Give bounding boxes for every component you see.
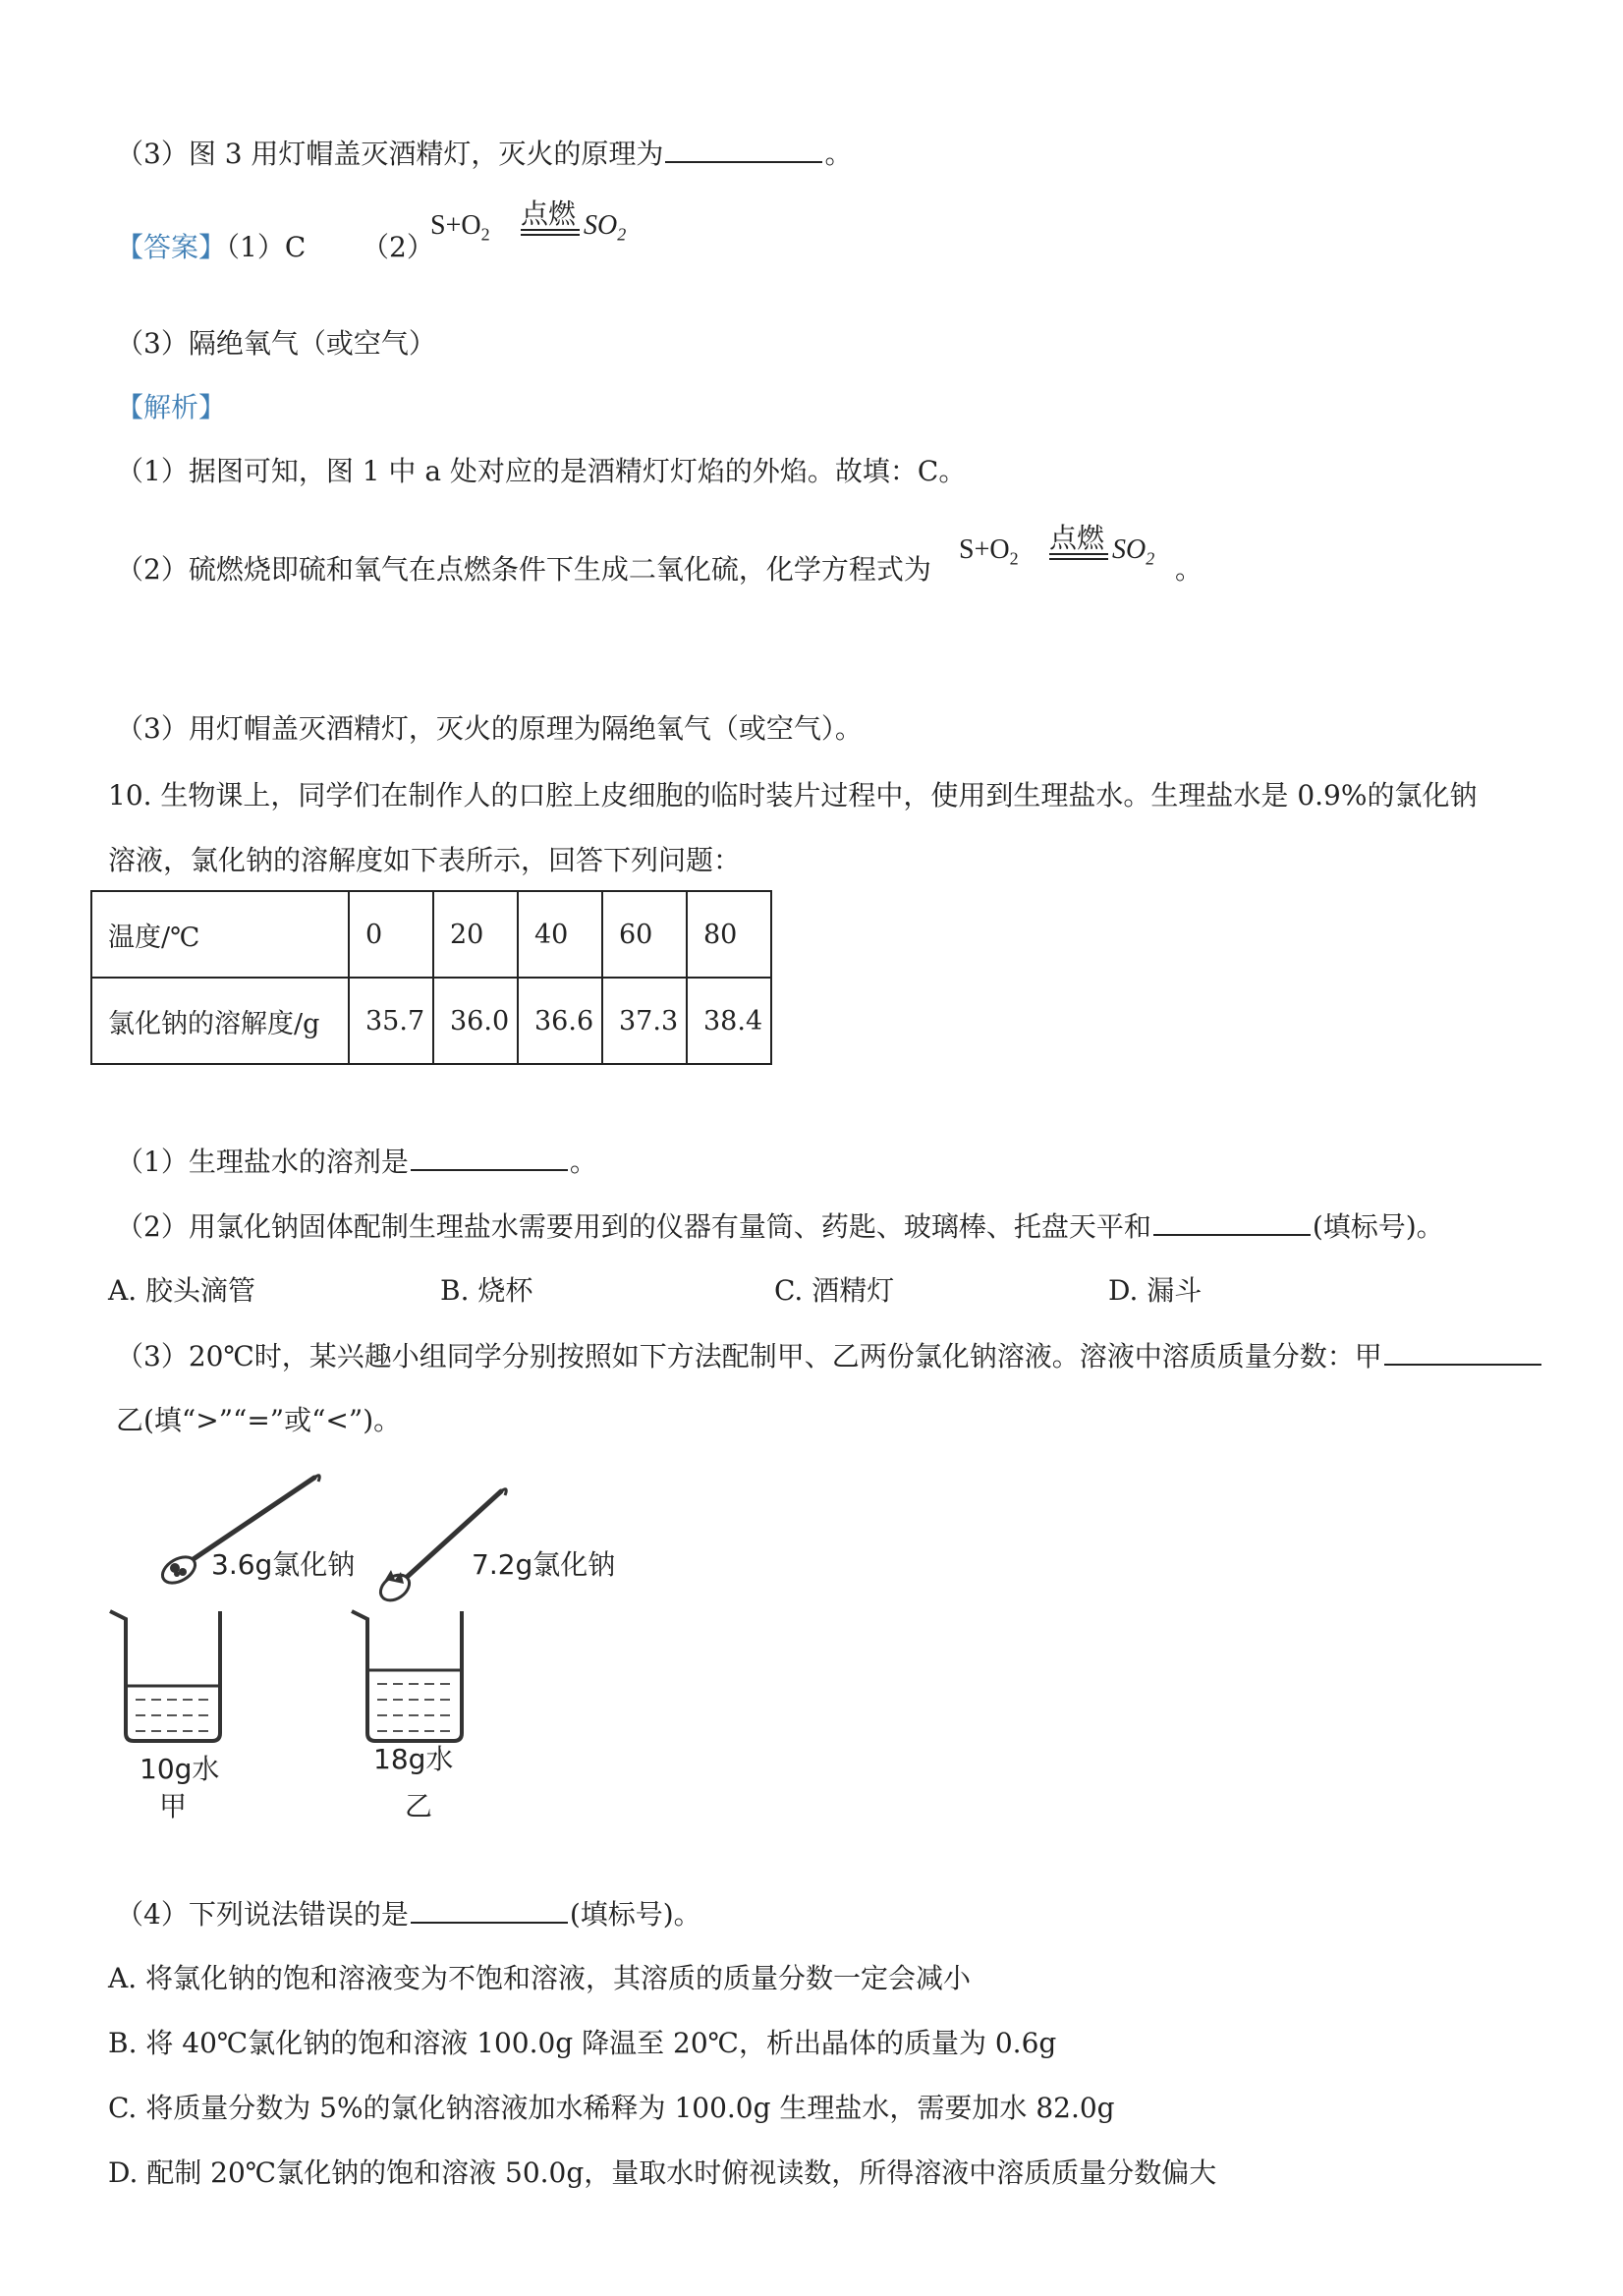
answer-blank[interactable]: [1153, 1206, 1311, 1236]
answer-blank[interactable]: [665, 134, 822, 163]
option-c: C. 酒精灯: [774, 1274, 895, 1307]
analysis-tag: 【解析】: [116, 391, 227, 423]
q10-sub2: （2）用氯化钠固体配制生理盐水需要用到的仪器有量筒、药匙、玻璃棒、托盘天平和 (填标号)。: [116, 1206, 1444, 1247]
statement-d: D. 配制 20℃氯化钠的饱和溶液 50.0g，量取水时俯视读数，所得溶液中溶质质量分数偏大: [108, 2156, 1217, 2189]
beaker-figure: [98, 1464, 648, 1837]
q10-sub1: （1）生理盐水的溶剂是 。: [116, 1142, 597, 1182]
beaker-a-water: 10g水: [140, 1753, 220, 1785]
answer-line: 【答案】（1）C: [116, 231, 307, 263]
q10-sub3-line2: 乙(填“>”“=”或“<”)。: [116, 1404, 402, 1436]
statement-c: C. 将质量分数为 5%的氯化钠溶液加水稀释为 100.0g 生理盐水，需要加水 82.0g: [108, 2092, 1115, 2124]
option-d: D. 漏斗: [1108, 1274, 1203, 1307]
answer-part2-label: （2）: [362, 231, 434, 263]
beaker-b-name: 乙: [405, 1790, 433, 1822]
table-row: 温度/℃ 0 20 40 60 80: [91, 891, 771, 978]
q10-sub3-line1: （3）20℃时，某兴趣小组同学分别按照如下方法配制甲、乙两份氯化钠溶液。溶液中溶质质量分数：甲: [116, 1336, 1543, 1376]
statement-a: A. 将氯化钠的饱和溶液变为不饱和溶液，其溶质的质量分数一定会减小: [108, 1962, 972, 1994]
option-a: A. 胶头滴管: [108, 1274, 256, 1307]
q10-sub4: （4）下列说法错误的是 (填标号)。: [116, 1894, 701, 1934]
answer-blank[interactable]: [411, 1142, 568, 1171]
option-b: B. 烧杯: [440, 1274, 533, 1307]
statement-b: B. 将 40℃氯化钠的饱和溶液 100.0g 降温至 20℃，析出晶体的质量为 0.6g: [108, 2027, 1057, 2059]
spoon-b-icon: [376, 1489, 507, 1605]
spoon-a-label: 3.6g氯化钠: [211, 1548, 356, 1581]
beaker-b-water: 18g水: [373, 1743, 454, 1775]
analysis-part1: （1）据图可知，图 1 中 a 处对应的是酒精灯灯焰的外焰。故填：C。: [116, 455, 967, 487]
reaction-condition: 点燃: [521, 197, 577, 230]
q9-part3: （3）图 3 用灯帽盖灭酒精灯，灭火的原理为 。: [116, 134, 852, 174]
solubility-table: [90, 890, 772, 1065]
analysis-part3: （3）用灯帽盖灭酒精灯，灭火的原理为隔绝氧气（或空气）。: [116, 712, 863, 745]
analysis-chemical-equation: $S+O_2$ 点燃 $SO_2$: [959, 522, 1155, 569]
beaker-a-name: 甲: [159, 1790, 188, 1822]
answer-part3: （3）隔绝氧气（或空气）: [116, 327, 436, 360]
beaker-a-icon: [110, 1611, 220, 1741]
q10-intro-line1: 10. 生物课上，同学们在制作人的口腔上皮细胞的临时装片过程中，使用到生理盐水。生理盐水是 0.9%的氯化钠: [108, 779, 1478, 812]
table-row: 氯化钠的溶解度/g 35.7 36.0 36.6 37.3 38.4: [91, 978, 771, 1064]
beaker-b-icon: [352, 1611, 462, 1741]
answer-tag: 【答案】: [116, 231, 227, 263]
answer-blank[interactable]: [1384, 1336, 1541, 1366]
q10-intro-line2: 溶液，氯化钠的溶解度如下表所示，回答下列问题：: [108, 844, 742, 876]
chemical-equation: $S+O_2$ 点燃 $SO_2$: [430, 193, 646, 252]
spoon-b-label: 7.2g氯化钠: [472, 1548, 616, 1581]
analysis-part2: （2）硫燃烧即硫和氧气在点燃条件下生成二氧化硫，化学方程式为: [116, 553, 931, 586]
answer-blank[interactable]: [411, 1894, 568, 1924]
